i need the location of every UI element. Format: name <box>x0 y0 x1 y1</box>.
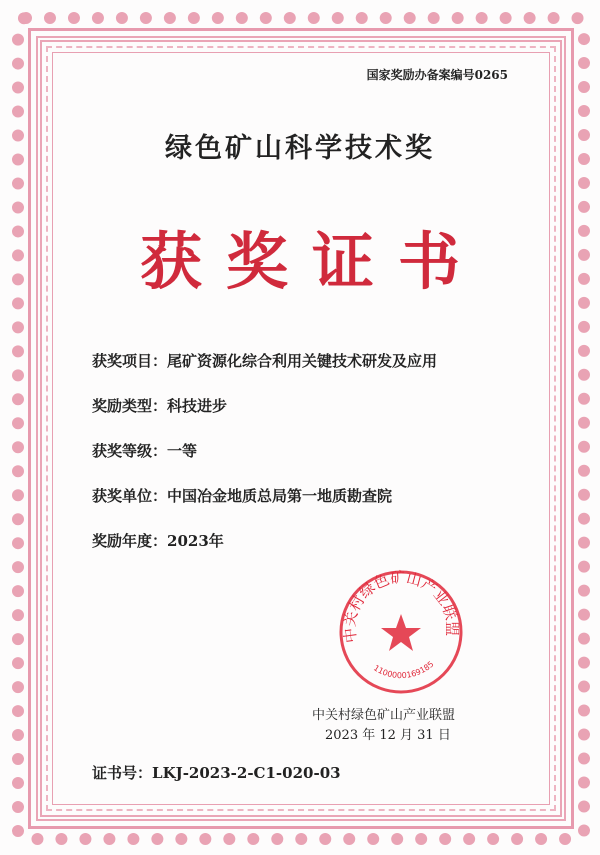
field-value: 尾矿资源化综合利用关键技术研发及应用 <box>167 352 438 370</box>
issuer-name: 中关村绿色矿山产业联盟 <box>312 708 456 723</box>
certificate-number-label: 证书号： <box>92 764 153 782</box>
field-value: 科技进步 <box>167 397 228 415</box>
field-value: 中国冶金地质总局第一地质勘查院 <box>167 487 393 505</box>
award-name: 绿色矿山科学技术奖 <box>165 133 435 164</box>
field-value: 一等 <box>167 442 198 460</box>
seal-star-icon <box>381 614 421 651</box>
svg-text:1100000169185 <box>372 660 436 681</box>
registration-number: 国家奖励办备案编号0265 <box>366 68 508 82</box>
field-label: 获奖单位： <box>92 487 168 505</box>
field-grade <box>92 440 197 461</box>
certificate-number-value: LKJ-2023-2-C1-020-03 <box>152 764 341 782</box>
field-label: 奖励年度： <box>92 532 168 550</box>
field-year <box>92 530 224 551</box>
official-seal <box>337 568 465 696</box>
field-type <box>92 395 227 416</box>
field-unit <box>92 485 392 506</box>
issue-date: 2023 年 12 月 31 日 <box>325 728 451 743</box>
field-label: 获奖项目： <box>92 352 168 370</box>
field-label: 获奖等级： <box>92 442 168 460</box>
seal-number: 1100000169185 <box>371 659 436 681</box>
certificate-number <box>92 762 341 783</box>
field-value: 2023年 <box>167 532 224 550</box>
field-project <box>92 350 437 371</box>
seal-text: 中关村绿色矿山产业联盟 <box>340 568 462 645</box>
certificate-title: 获奖证书 <box>139 225 484 298</box>
field-label: 奖励类型： <box>92 397 168 415</box>
